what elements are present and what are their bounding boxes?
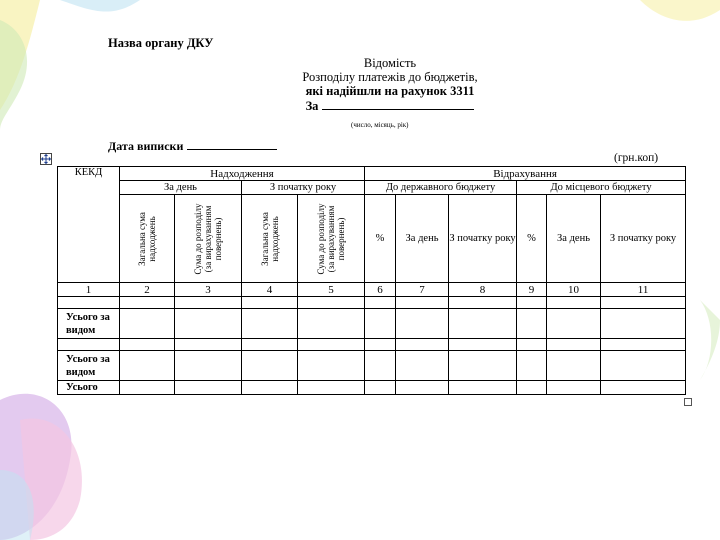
table-cell[interactable] [517,351,547,381]
header-total-income-ytd: Загальна сума надходжень [242,195,298,283]
header-income-since-start: З початку року [242,181,365,195]
table-cell[interactable] [517,339,547,351]
table-cell[interactable] [449,351,517,381]
table-cell[interactable] [298,381,365,395]
table-cell[interactable] [120,381,175,395]
currency-unit: (грн.коп) [614,152,659,164]
table-cell[interactable] [120,297,175,309]
header-income-per-day: За день [120,181,242,195]
col-number: 5 [298,283,365,297]
header-state-budget: До державного бюджету [365,181,517,195]
table-cell[interactable] [396,309,449,339]
row-label-total: Усього [58,381,120,395]
period-row [240,98,540,113]
row-label-total-by-type: Усього за видом [58,309,120,339]
table-cell[interactable] [298,351,365,381]
date-row [108,138,277,154]
table-row [58,297,686,309]
table-cell[interactable] [242,297,298,309]
table-cell[interactable] [517,309,547,339]
table-row [58,351,686,381]
table-cell[interactable] [365,381,396,395]
table-cell[interactable] [601,381,686,395]
table-cell[interactable] [547,351,601,381]
table-cell[interactable] [365,339,396,351]
table-cell[interactable] [242,339,298,351]
col-number: 9 [517,283,547,297]
table-cell[interactable] [517,297,547,309]
table-cell[interactable] [365,297,396,309]
col-number: 10 [547,283,601,297]
date-blank-line [187,138,277,150]
col-number: 8 [449,283,517,297]
header-total-income-day: Загальна сума надходжень [120,195,175,283]
col-number: 6 [365,283,396,297]
header-distribution: Відрахування [365,167,686,181]
table-move-handle-icon[interactable] [40,153,52,165]
period-blank-line [322,98,474,110]
table-row [58,339,686,351]
header-local-budget: До місцевого бюджету [517,181,686,195]
table-cell[interactable] [396,381,449,395]
table-cell[interactable] [449,309,517,339]
table-cell[interactable] [242,309,298,339]
column-number-row [58,283,686,297]
date-label: Дата виписки [108,139,184,153]
table-cell[interactable] [58,339,120,351]
table-cell[interactable] [517,381,547,395]
org-name: Назва органу ДКУ [108,36,214,50]
table-resize-handle-icon[interactable] [684,398,692,406]
table-cell[interactable] [449,381,517,395]
table-cell[interactable] [365,351,396,381]
table-row [58,381,686,395]
row-label-total-by-type: Усього за видом [58,351,120,381]
table-cell[interactable] [175,309,242,339]
col-number: 11 [601,283,686,297]
table-cell[interactable] [298,309,365,339]
header-distribution-sum-ytd: Сума до розподілу (за вирахуванням повернень) [298,195,365,283]
table-cell[interactable] [298,339,365,351]
table-cell[interactable] [396,351,449,381]
table-cell[interactable] [601,351,686,381]
header-income: Надходження [120,167,365,181]
table-cell[interactable] [120,309,175,339]
header-local-per-day: За день [547,195,601,283]
table-cell[interactable] [58,297,120,309]
table-cell[interactable] [175,351,242,381]
table-cell[interactable] [175,339,242,351]
header-state-percent: % [365,195,396,283]
table-cell[interactable] [396,297,449,309]
col-number: 1 [58,283,120,297]
table-cell[interactable] [547,309,601,339]
document-title [240,56,540,113]
table-cell[interactable] [365,309,396,339]
table-cell[interactable] [242,381,298,395]
header-local-percent: % [517,195,547,283]
distribution-table [57,166,686,395]
title-line-3: які надійшли на рахунок 3311 [305,84,475,98]
col-number: 4 [242,283,298,297]
table-cell[interactable] [298,297,365,309]
table-cell[interactable] [601,339,686,351]
table-cell[interactable] [120,339,175,351]
table-cell[interactable] [601,309,686,339]
table-cell[interactable] [175,381,242,395]
table-cell[interactable] [601,297,686,309]
header-local-since-start: З початку року [601,195,686,283]
header-state-per-day: За день [396,195,449,283]
header-distribution-sum-day: Сума до розподілу (за вирахуванням повернень) [175,195,242,283]
table-cell[interactable] [242,351,298,381]
title-line-2: Розподілу платежів до бюджетів, [302,70,478,84]
table-row [58,309,686,339]
table-cell[interactable] [449,339,517,351]
period-hint: (число, місяць, рік) [351,121,409,129]
header-kekd: КЕКД [58,167,120,283]
col-number: 3 [175,283,242,297]
table-cell[interactable] [547,381,601,395]
table-cell[interactable] [547,339,601,351]
header-state-since-start: З початку року [449,195,517,283]
col-number: 7 [396,283,449,297]
table-cell[interactable] [120,351,175,381]
col-number: 2 [120,283,175,297]
table-cell[interactable] [175,297,242,309]
title-line-1: Відомість [363,56,417,70]
table-cell[interactable] [449,297,517,309]
table-cell[interactable] [396,339,449,351]
period-label: За [305,99,319,113]
table-cell[interactable] [547,297,601,309]
